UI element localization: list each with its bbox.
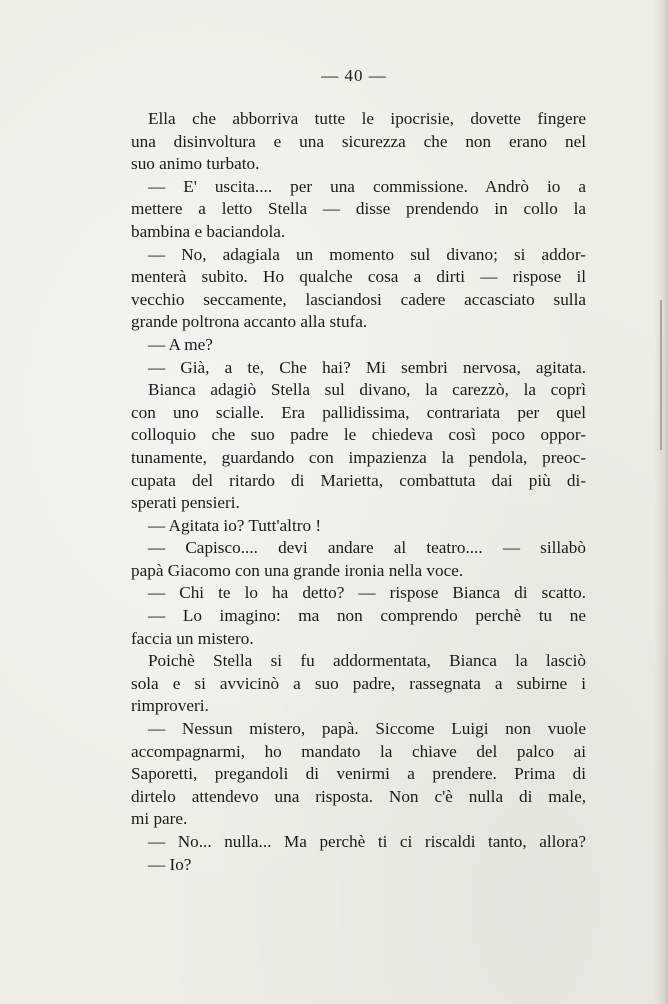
text-line: Ella che abborriva tutte le ipocrisie, dovette fingere (148, 109, 586, 128)
text-line: colloquio che suo padre le chiedeva così poco oppor- (131, 425, 586, 445)
text-line: — No, adagiala un momento sul divano; si addor- (148, 244, 586, 264)
text-line: sperati pensieri. (131, 493, 240, 513)
text-line: mettere a letto Stella — disse prendendo in collo la (131, 199, 586, 219)
text-line: una disinvoltura e una sicurezza che non erano nel (131, 131, 586, 151)
text-line: bambina e baciandola. (131, 221, 286, 241)
text-line: grande poltrona accanto alla stufa. (131, 312, 368, 332)
text-line: Poichè Stella si fu addormentata, Bianca la lasciò (148, 651, 586, 671)
text-line: rimproveri. (131, 696, 209, 716)
text-line: dirtelo attendevo una risposta. Non c'è nulla di male, (131, 786, 586, 806)
text-line: sola e si avvicinò a suo padre, rassegnata a subirne i (131, 673, 586, 693)
text-line: con uno scialle. Era pallidissima, contrariata per quel (131, 402, 586, 422)
text-line: — Nessun mistero, papà. Siccome Luigi non vuole (148, 719, 586, 739)
text-line: — Agitata io? Tutt'altro ! (148, 515, 322, 535)
text-line: faccia un mistero. (131, 628, 254, 648)
text-line: — Chi te lo ha detto? — rispose Bianca di scatto. (148, 583, 586, 603)
page-number: — 40 — (321, 66, 387, 85)
text-line: Bianca adagiò Stella sul divano, la carezzò, la coprì (148, 380, 586, 400)
text-line: suo animo turbato. (131, 154, 260, 174)
text-line: — No... nulla... Ma perchè ti ci riscaldi tanto, allora? (148, 832, 586, 851)
text-line: — Io? (148, 854, 192, 874)
text-line: mi pare. (131, 809, 188, 829)
text-line: — E' uscita.... per una commissione. Andrò io a (148, 176, 586, 196)
page-edge-mark (660, 300, 662, 450)
text-line: — A me? (148, 334, 213, 354)
text-line: — Già, a te, Che hai? Mi sembri nervosa, agitata. (148, 357, 586, 377)
text-line: — Lo imagino: ma non comprendo perchè tu ne (148, 606, 586, 626)
text-line: Saporetti, pregandoli di venirmi a prendere. Prima di (131, 764, 586, 784)
text-line: cupata del ritardo di Marietta, combattuta dai più di- (131, 470, 586, 490)
text-line: accompagnarmi, ho mandato la chiave del palco ai (131, 741, 586, 761)
page-edge-shadow (654, 0, 668, 1004)
text-line: tunamente, guardando con impazienza la pendola, preoc- (131, 447, 586, 467)
text-line: — Capisco.... devi andare al teatro.... — sillabò (148, 538, 586, 558)
body-text (131, 108, 586, 876)
text-line: papà Giacomo con una grande ironia nella voce. (131, 560, 464, 580)
text-line: menterà subito. Ho qualche cosa a dirti — rispose il (131, 267, 586, 287)
text-line: vecchio seccamente, lasciandosi cadere accasciato sulla (131, 289, 586, 309)
